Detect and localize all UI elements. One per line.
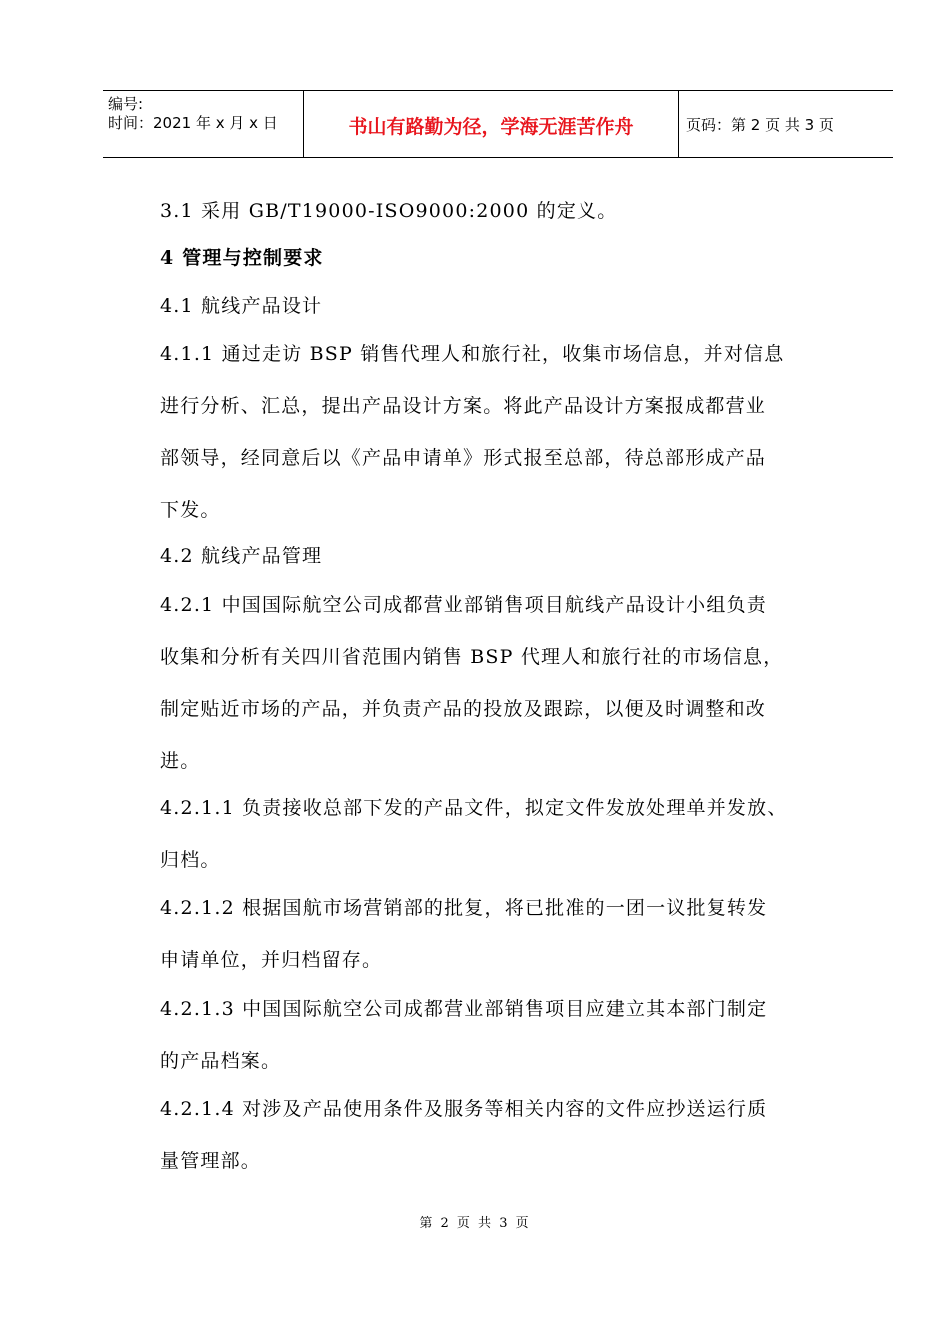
header-left-cell (108, 95, 278, 133)
paragraph-4-2-1: 4.2.1 中国国际航空公司成都营业部销售项目航线产品设计小组负责 收集和分析有关四川省范围内销售 BSP 代理人和旅行社的市场信息， 制定贴近市场的产品，并负责产品的投放及跟踪，以便及时调整和改 进。 (160, 594, 784, 772)
paragraph-4-2-1-1: 4.2.1.1 负责接收总部下发的产品文件，拟定文件发放处理单并发放、 归档。 (160, 797, 788, 871)
paragraph-4-2-1-4: 4.2.1.4 对涉及产品使用条件及服务等相关内容的文件应抄送运行质 量管理部。 (160, 1098, 768, 1172)
header-divider-left (303, 90, 304, 157)
document-number-label: 编号: (108, 95, 144, 113)
paragraph-4-2-1-3: 4.2.1.3 中国国际航空公司成都营业部销售项目应建立其本部门制定 的产品档案。 (160, 998, 768, 1072)
page-footer: 第 2 页 共 3 页 (419, 1216, 531, 1231)
document-date: 时间：2021 年 x 月 x 日 (108, 114, 278, 132)
paragraph-4-2-1-2: 4.2.1.2 根据国航市场营销部的批复，将已批准的一团一议批复转发 申请单位，并归档留存。 (160, 897, 768, 971)
header-bottom-rule (103, 157, 893, 158)
header-page-info: 页码：第 2 页 共 3 页 (686, 116, 834, 134)
header-motto: 书山有路勤为径，学海无涯苦作舟 (348, 116, 634, 138)
header-top-rule (103, 90, 893, 91)
paragraph-3-1: 3.1 采用 GB/T19000-ISO9000:2000 的定义。 (160, 200, 618, 222)
paragraph-4-1: 4.1 航线产品设计 (160, 295, 323, 317)
header-divider-right (678, 90, 679, 157)
paragraph-4-2: 4.2 航线产品管理 (160, 545, 323, 567)
section-heading-4: 4 管理与控制要求 (160, 247, 324, 269)
paragraph-4-1-1: 4.1.1 通过走访 BSP 销售代理人和旅行社，收集市场信息，并对信息 进行分析、汇总，提出产品设计方案。将此产品设计方案报成都营业 部领导，经同意后以《产品申请单》形式报至总部，待总部形成产品 下发。 (160, 343, 785, 521)
